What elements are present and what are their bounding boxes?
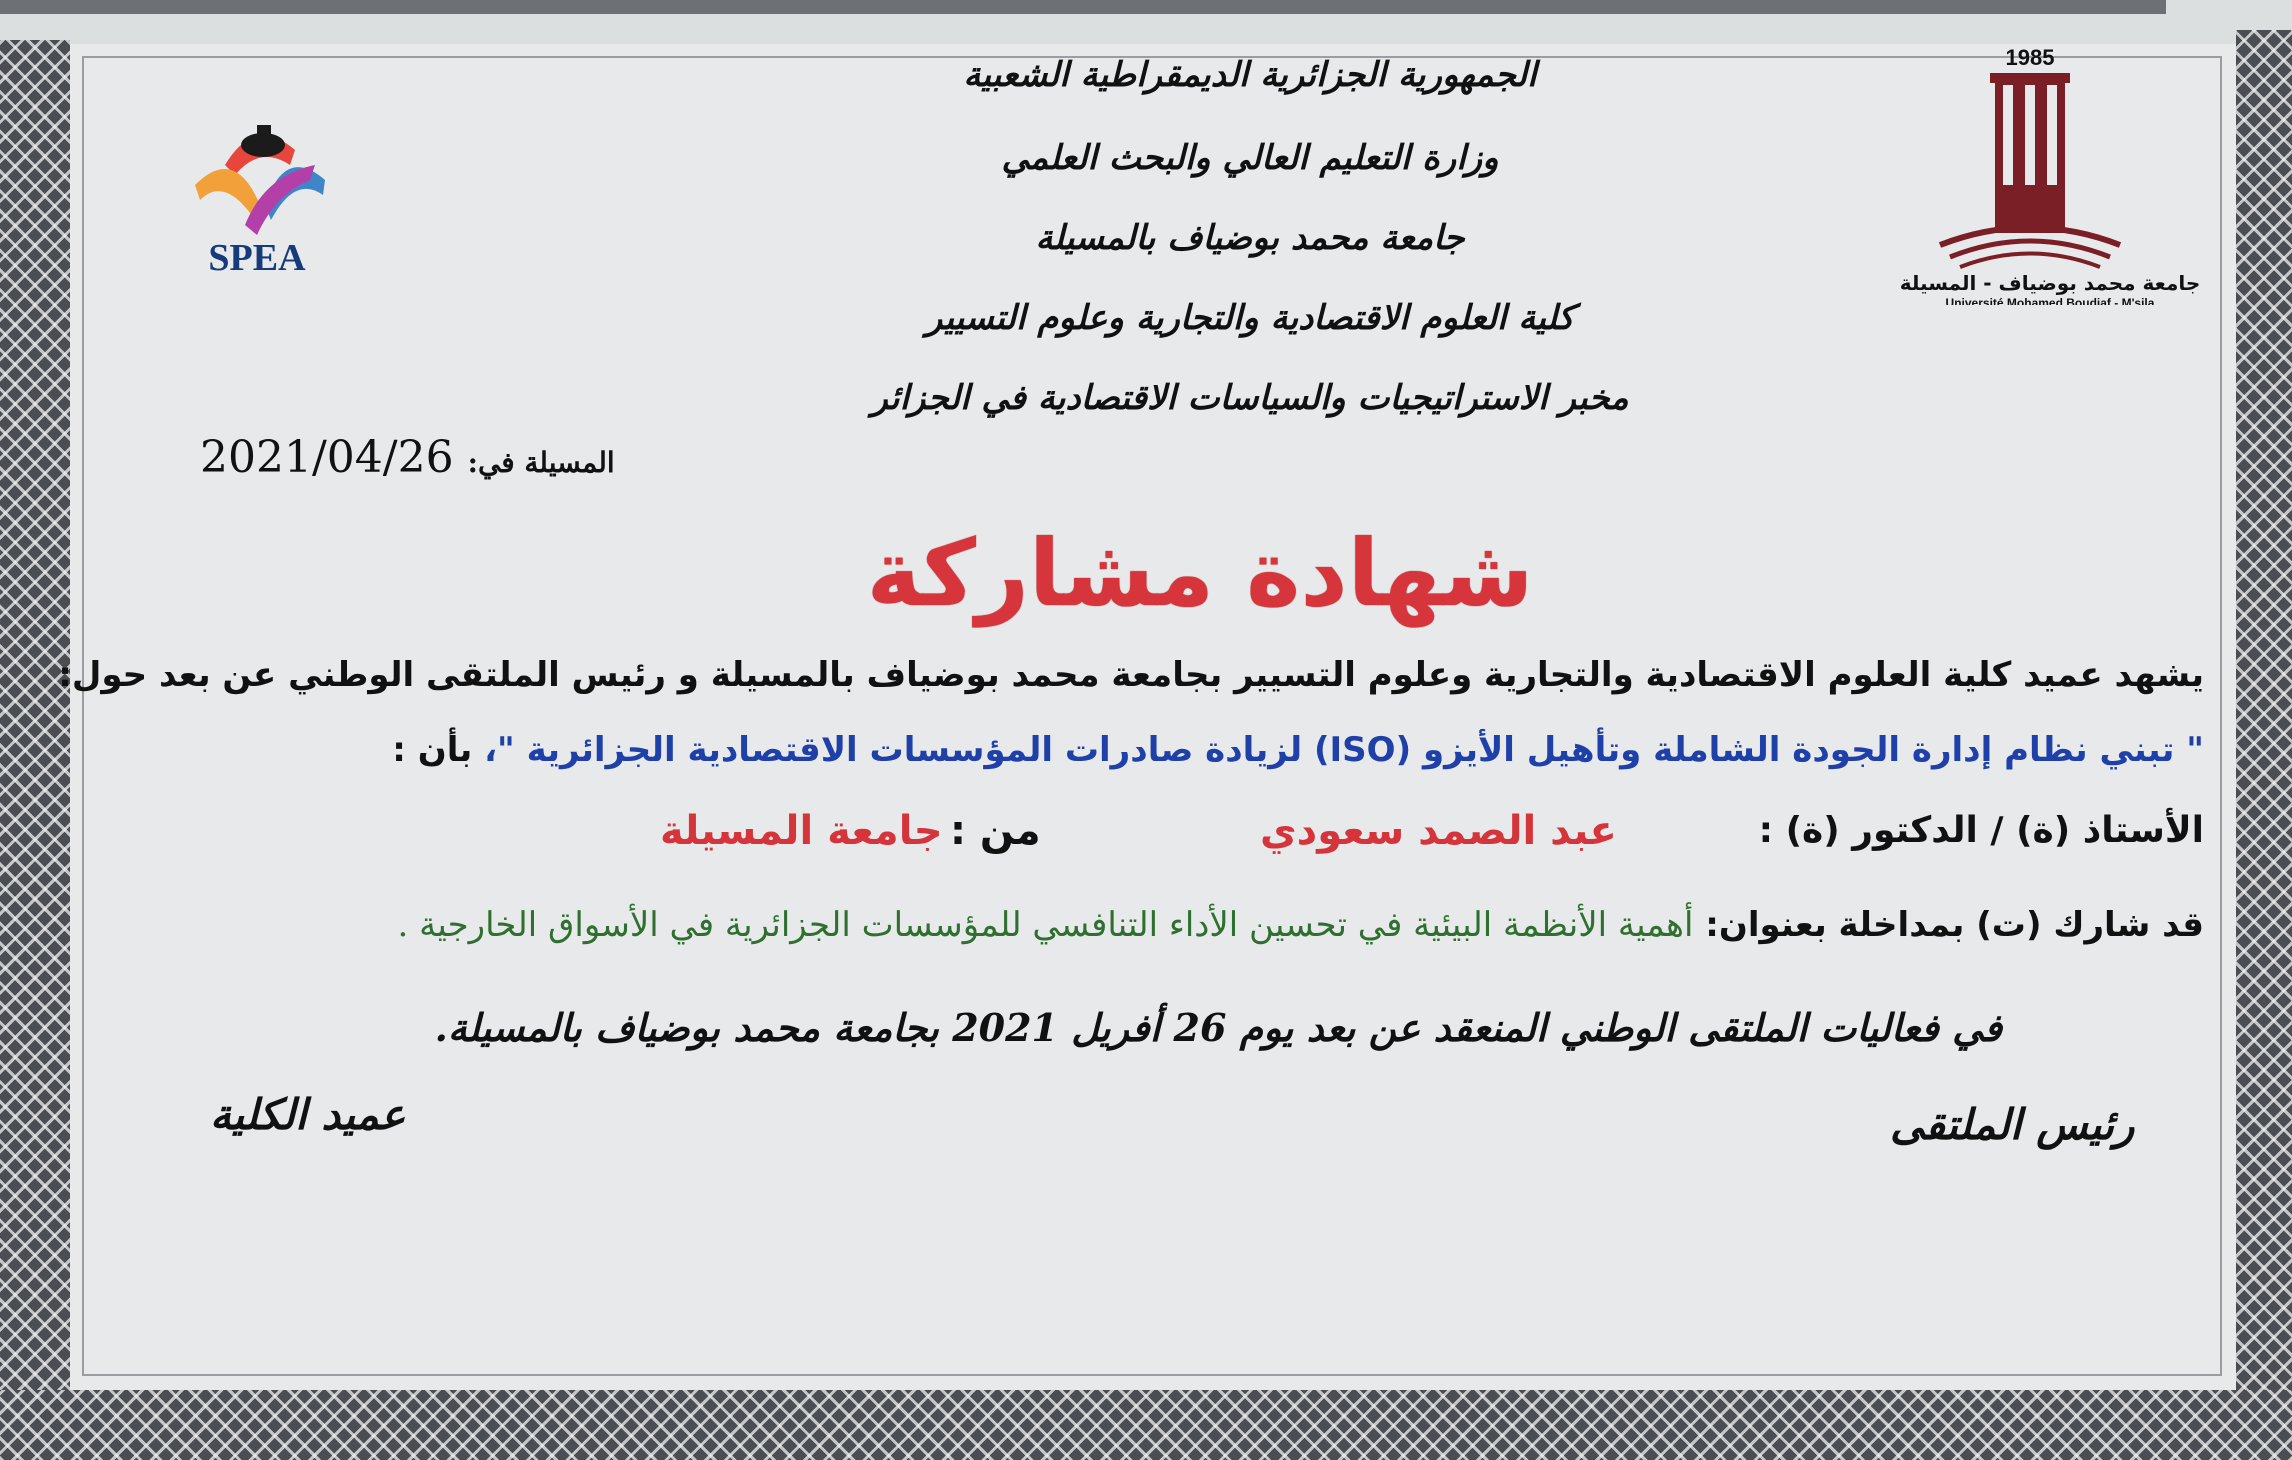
body-topic-line <box>392 730 2204 770</box>
certificate-title: شهادة مشاركة <box>866 520 1534 627</box>
header-republic: الجمهورية الجزائرية الديمقراطية الشعبية <box>963 55 1537 95</box>
body-intro: يشهد عميد كلية العلوم الاقتصادية والتجارية وعلوم التسيير بجامعة محمد بوضياف بالمسيلة و رئيس الملتقى الوطني عن بعد حول: <box>58 655 2204 695</box>
participant-name: عبد الصمد سعودي <box>1260 808 1617 854</box>
ornamental-border-left <box>0 40 70 1460</box>
ornamental-border-bottom <box>0 1390 2292 1460</box>
ornamental-border-right <box>2236 30 2292 1460</box>
date-label: المسيلة في: <box>467 446 615 479</box>
university-year: 1985 <box>2005 45 2055 70</box>
header-university: جامعة محمد بوضياف بالمسيلة <box>1035 218 1465 258</box>
header-ministry: وزارة التعليم العالي والبحث العلمي <box>1001 138 1499 178</box>
signature-dean: عميد الكلية <box>210 1090 406 1139</box>
university-name-ar: جامعة محمد بوضياف - المسيلة <box>1899 271 2201 295</box>
university-logo <box>1880 45 2220 305</box>
spea-logo <box>95 55 415 325</box>
header-laboratory: مخبر الاستراتيجيات والسياسات الاقتصادية في الجزائر <box>871 378 1629 418</box>
event-line: في فعاليات الملتقى الوطني المنعقد عن بعد يوم 26 أفريل 2021 بجامعة محمد بوضياف بالمسيلة. <box>434 1005 2002 1050</box>
date-line <box>200 432 615 483</box>
body-that: بأن : <box>392 730 473 770</box>
spea-text: SPEA <box>208 237 306 279</box>
paper-label: قد شارك (ت) بمداخلة بعنوان: <box>1705 905 2204 945</box>
ornamental-border-top <box>0 0 2166 14</box>
participant-label: الأستاذ (ة) / الدكتور (ة) : <box>1758 810 2204 851</box>
spea-arc-text <box>95 55 105 61</box>
conference-topic: " تبني نظام إدارة الجودة الشاملة وتأهيل الأيزو (ISO) لزيادة صادرات المؤسسات الاقتصادية الجزائرية "، <box>484 730 2204 770</box>
header-faculty: كلية العلوم الاقتصادية والتجارية وعلوم التسيير <box>925 298 1575 338</box>
paper-line <box>398 905 2204 945</box>
university-name-fr: Université Mohamed Boudiaf - M'sila <box>1945 296 2155 305</box>
participant-institution: جامعة المسيلة <box>660 808 943 854</box>
paper-title: أهمية الأنظمة البيئية في تحسين الأداء التنافسي للمؤسسات الجزائرية في الأسواق الخارجية . <box>397 905 1694 945</box>
date-value: 2021/04/26 <box>200 432 454 483</box>
from-label: من : <box>950 808 1041 854</box>
signature-chair: رئيس الملتقى <box>1890 1100 2135 1149</box>
svg-text:مخبر الاستراتيجيات والسياسات ا <box>95 55 105 61</box>
